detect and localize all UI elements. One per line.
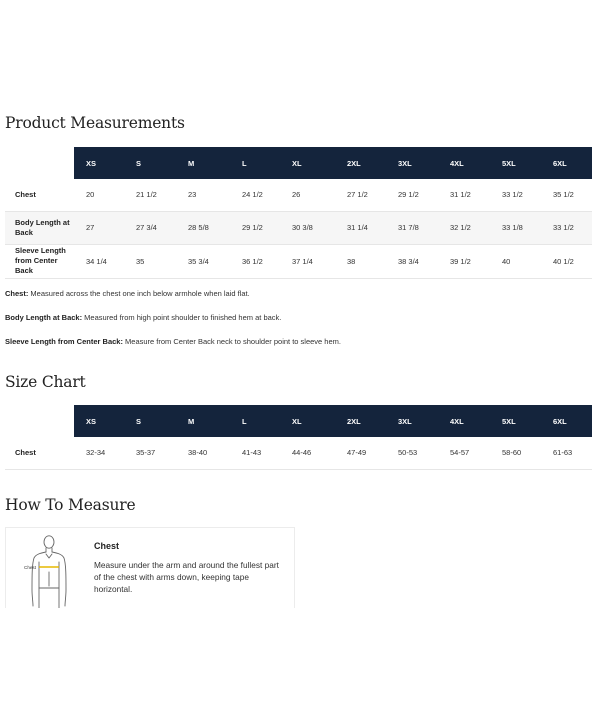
size-header-cell: XL [280,147,335,179]
table-row [5,437,592,469]
table-cell: 31 1/4 [347,223,368,232]
size-header-cell: 5XL [490,405,541,437]
header-blank-cell [5,405,74,437]
size-header-cell: 2XL [335,405,386,437]
table-cell: 33 1/2 [502,190,523,200]
table-cell: 40 [502,256,511,266]
table-cell: 38 3/4 [398,256,419,266]
table-cell: 31 1/2 [450,190,471,200]
size-header-cell: M [176,147,230,179]
how-to-measure-title: How To Measure [5,496,136,514]
table-cell: 21 1/2 [136,190,157,200]
table-cell: 47-49 [347,448,367,458]
size-header-cell: 3XL [386,147,438,179]
row-label: Chest [15,189,36,199]
table-cell: 35 [136,256,145,266]
table-cell: 35 3/4 [188,256,209,266]
table-cell: 29 1/2 [398,190,419,200]
table-cell: 23 [188,190,197,200]
size-header-cell: L [230,147,280,179]
size-header-cell: 6XL [541,147,592,179]
table-cell: 29 1/2 [242,223,263,232]
product-measurements-title: Product Measurements [5,114,185,132]
size-header-cell: L [230,405,280,437]
table-cell: 33 1/8 [502,223,523,232]
table-cell: 36 1/2 [242,256,263,266]
table-cell: 34 1/4 [86,256,107,266]
table-cell: 30 3/8 [292,223,313,232]
note-chest [5,289,250,298]
table-cell: 41-43 [242,448,262,458]
header-row [5,405,592,437]
size-chart-title: Size Chart [5,373,86,391]
size-header-cell: XS [74,405,124,437]
size-header-cell: 5XL [490,147,541,179]
table-cell: 28 5/8 [188,223,209,232]
how-to-measure-card [5,527,295,608]
size-header-cell: S [124,147,176,179]
table-cell: 31 7/8 [398,223,419,232]
row-label: Chest [15,447,36,457]
table-cell: 32 1/2 [450,223,471,232]
figure-chest-label: Chest [24,565,37,570]
table-cell: 27 3/4 [136,223,157,232]
table-cell: 39 1/2 [450,256,471,266]
table-cell: 61-63 [553,448,573,458]
table-row [5,211,592,244]
note-sleeve-length [5,337,341,346]
size-header-cell: S [124,405,176,437]
table-cell: 27 1/2 [347,190,368,200]
size-header-cell: XS [74,147,124,179]
product-measurements-table [5,147,592,279]
table-cell: 20 [86,190,95,200]
table-row [5,244,592,278]
table-cell: 54-57 [450,448,470,458]
size-header-cell: XL [280,405,335,437]
table-cell: 38 [347,256,356,266]
table-cell: 44-46 [292,448,312,458]
note-term: Sleeve Length from Center Back: [5,337,123,346]
size-header-cell: 3XL [386,405,438,437]
body-figure-icon [12,532,78,608]
table-cell: 24 1/2 [242,190,263,200]
header-blank-cell [5,147,74,179]
table-cell: 27 [86,223,95,232]
table-cell: 58-60 [502,448,522,458]
note-text: Measure from Center Back neck to shoulder point to sleeve hem. [122,337,341,346]
table-cell: 26 [292,190,301,200]
measure-item-text: Measure under the arm and around the fullest part of the chest with arms down, keeping tape horizontal. [94,560,279,594]
size-header-cell: 4XL [438,147,490,179]
note-body-length [5,313,281,322]
measure-item-title: Chest [94,541,120,551]
table-cell: 38-40 [188,448,208,458]
table-cell: 40 1/2 [553,256,574,266]
table-cell: 35 1/2 [553,190,574,200]
size-chart-table [5,405,592,470]
size-header-cell: M [176,405,230,437]
table-cell: 37 1/4 [292,256,313,266]
size-header-cell: 4XL [438,405,490,437]
row-label: Body Length at Back [15,217,70,237]
size-header-cell: 2XL [335,147,386,179]
note-text: Measured from high point shoulder to finished hem at back. [82,313,282,322]
note-text: Measured across the chest one inch below armhole when laid flat. [28,289,250,298]
table-cell: 50-53 [398,448,418,458]
table-row [5,179,592,211]
note-term: Chest: [5,289,29,298]
table-cell: 33 1/2 [553,223,574,232]
header-row [5,147,592,179]
table-cell: 35-37 [136,448,156,458]
table-cell: 32-34 [86,448,106,458]
note-term: Body Length at Back: [5,313,83,322]
row-label: Sleeve Length from Center Back [15,246,66,275]
size-header-cell: 6XL [541,405,592,437]
